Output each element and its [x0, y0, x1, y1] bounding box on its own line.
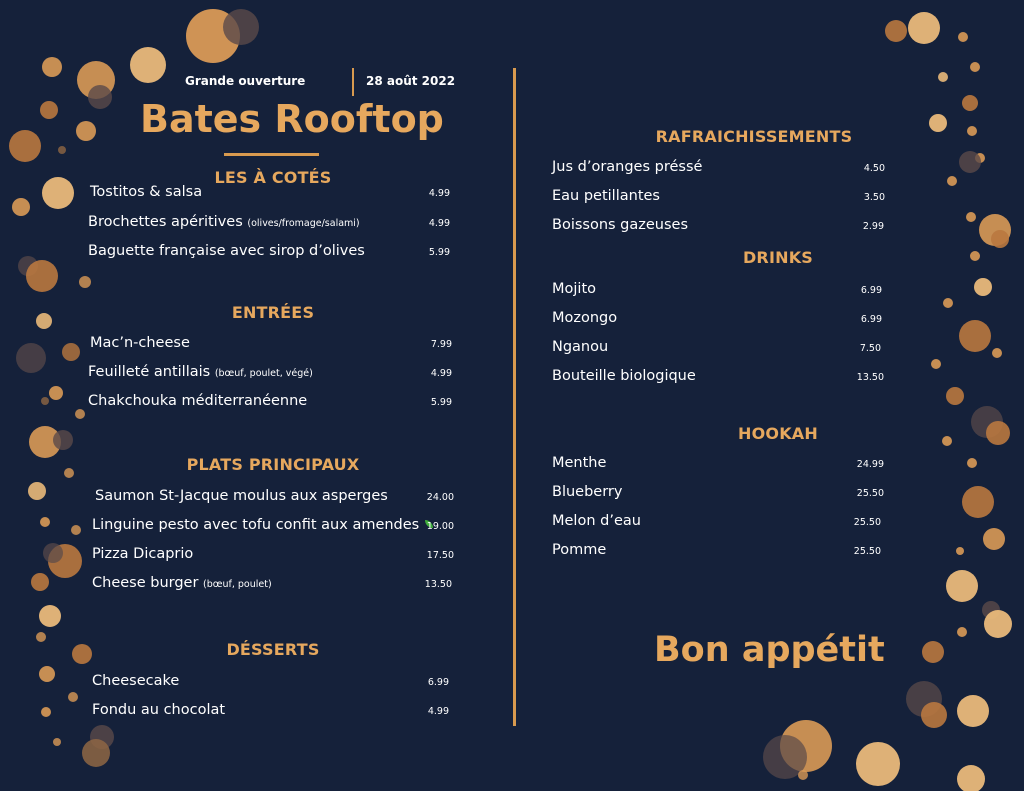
- menu-item-price: 19.00: [426, 521, 454, 532]
- section-title-drinks: DRINKS: [742, 248, 814, 267]
- bokeh-dot: [943, 298, 953, 308]
- bokeh-dot: [938, 72, 948, 82]
- menu-item-price: 4.99: [427, 706, 449, 717]
- bokeh-dot: [957, 765, 985, 791]
- menu-item: Baguette française avec sirop d’olives: [88, 243, 365, 259]
- bokeh-dot: [908, 12, 940, 44]
- bokeh-dot: [42, 57, 62, 77]
- menu-item: Melon d’eau: [552, 513, 641, 529]
- bokeh-dot: [959, 151, 981, 173]
- menu-item: Menthe: [552, 455, 607, 471]
- closing-message: Bon appétit: [654, 630, 885, 670]
- bokeh-dot: [885, 20, 907, 42]
- menu-item: Mac’n-cheese: [90, 335, 190, 351]
- bokeh-dot: [12, 198, 30, 216]
- bokeh-dot: [88, 85, 112, 109]
- bokeh-dot: [9, 130, 41, 162]
- menu-item: Mojito: [552, 281, 596, 297]
- menu-item-price: 2.99: [862, 221, 884, 232]
- menu-item: Jus d’oranges préssé: [552, 159, 703, 175]
- menu-item-price: 13.50: [856, 372, 884, 383]
- bokeh-dot: [931, 359, 941, 369]
- menu-item-price: 7.50: [859, 343, 881, 354]
- bokeh-dot: [43, 543, 63, 563]
- menu-item-price: 4.99: [428, 218, 450, 229]
- bokeh-dot: [974, 278, 992, 296]
- bokeh-dot: [856, 742, 900, 786]
- bokeh-dot: [970, 251, 980, 261]
- menu-item-price: 6.99: [860, 314, 882, 325]
- bokeh-dot: [942, 436, 952, 446]
- bokeh-dot: [75, 409, 85, 419]
- menu-item: Blueberry: [552, 484, 623, 500]
- bokeh-dot: [79, 276, 91, 288]
- bokeh-dot: [36, 313, 52, 329]
- bokeh-dot: [39, 666, 55, 682]
- title-underline: [224, 153, 319, 156]
- bokeh-dot: [68, 692, 78, 702]
- section-title-cotes: LES À COTÉS: [214, 168, 332, 187]
- menu-item: Pomme: [552, 542, 607, 558]
- bokeh-dot: [957, 695, 989, 727]
- menu-item-price: 24.00: [426, 492, 454, 503]
- bokeh-dot: [58, 146, 66, 154]
- bokeh-dot: [798, 770, 808, 780]
- section-title-plats: PLATS PRINCIPAUX: [186, 455, 360, 474]
- bokeh-dot: [983, 528, 1005, 550]
- bokeh-dot: [947, 176, 957, 186]
- menu-item: Tostitos & salsa: [90, 184, 203, 200]
- bokeh-dot: [986, 421, 1010, 445]
- menu-item: Nganou: [552, 339, 609, 355]
- menu-item: Mozongo: [552, 310, 618, 326]
- menu-item-price: 24.99: [856, 459, 884, 470]
- menu-item: Brochettes apéritives (olives/fromage/salami): [88, 214, 360, 230]
- bokeh-dot: [72, 644, 92, 664]
- bokeh-dot: [76, 121, 96, 141]
- menu-item-price: 6.99: [860, 285, 882, 296]
- bokeh-dot: [984, 610, 1012, 638]
- menu-item: Cheese burger (bœuf, poulet): [92, 575, 272, 591]
- bokeh-dot: [64, 468, 74, 478]
- menu-item: Fondu au chocolat: [92, 702, 226, 718]
- menu-item-price: 25.50: [856, 488, 884, 499]
- bokeh-dot: [967, 126, 977, 136]
- menu-item: Cheesecake: [92, 673, 180, 689]
- menu-item: Linguine pesto avec tofu confit aux amendes: [92, 517, 433, 533]
- menu-item-price: 4.99: [430, 368, 452, 379]
- menu-item: Saumon St-Jacque moulus aux asperges: [95, 488, 388, 504]
- bokeh-dot: [921, 702, 947, 728]
- bokeh-dot: [130, 47, 166, 83]
- menu-item: Feuilleté antillais (bœuf, poulet, végé): [88, 364, 313, 380]
- bokeh-dot: [962, 95, 978, 111]
- bokeh-dot: [962, 486, 994, 518]
- bokeh-dot: [922, 641, 944, 663]
- menu-item: Pizza Dicaprio: [92, 546, 194, 562]
- bokeh-dot: [40, 517, 50, 527]
- bokeh-dot: [53, 430, 73, 450]
- bokeh-dot: [970, 62, 980, 72]
- bokeh-dot: [16, 343, 46, 373]
- bokeh-dot: [28, 482, 46, 500]
- menu-item-price: 13.50: [424, 579, 452, 590]
- menu-item-price: 3.50: [863, 192, 885, 203]
- bokeh-dot: [42, 177, 74, 209]
- menu-item-price: 5.99: [430, 397, 452, 408]
- bokeh-dot: [929, 114, 947, 132]
- bokeh-dot: [39, 605, 61, 627]
- menu-item: Bouteille biologique: [552, 368, 696, 384]
- bokeh-dot: [991, 230, 1009, 248]
- bokeh-dot: [966, 212, 976, 222]
- column-divider: [513, 68, 516, 726]
- bokeh-dot: [992, 348, 1002, 358]
- menu-item-price: 6.99: [427, 677, 449, 688]
- menu-item: Chakchouka méditerranéenne: [88, 393, 308, 409]
- bokeh-dot: [62, 343, 80, 361]
- bokeh-dot: [71, 525, 81, 535]
- bokeh-dot: [40, 101, 58, 119]
- menu-item-price: 5.99: [428, 247, 450, 258]
- bokeh-dot: [946, 387, 964, 405]
- menu-item-price: 7.99: [430, 339, 452, 350]
- bokeh-dot: [967, 458, 977, 468]
- bokeh-dot: [31, 573, 49, 591]
- menu-item-price: 4.50: [863, 163, 885, 174]
- event-label: Grande ouverture: [185, 74, 306, 88]
- menu-item-price: 25.50: [853, 517, 881, 528]
- menu-item-price: 25.50: [853, 546, 881, 557]
- bokeh-dot: [82, 739, 110, 767]
- section-title-rafraichissements: RAFRAICHISSEMENTS: [655, 127, 853, 146]
- bokeh-dot: [26, 260, 58, 292]
- bokeh-dot: [946, 570, 978, 602]
- bokeh-dot: [959, 320, 991, 352]
- event-date: 28 août 2022: [366, 74, 456, 88]
- bokeh-dot: [223, 9, 259, 45]
- bokeh-dot: [957, 627, 967, 637]
- menu-item: Boissons gazeuses: [552, 217, 689, 233]
- bokeh-dot: [41, 397, 49, 405]
- section-title-desserts: DÉSSERTS: [226, 640, 320, 659]
- header-divider: [352, 68, 354, 96]
- bokeh-dot: [53, 738, 61, 746]
- menu-item: Eau petillantes: [552, 188, 660, 204]
- section-title-hookah: HOOKAH: [738, 424, 818, 443]
- bokeh-dot: [36, 632, 46, 642]
- bokeh-dot: [956, 547, 964, 555]
- bokeh-dot: [49, 386, 63, 400]
- section-title-entrees: ENTRÉES: [231, 303, 315, 322]
- bokeh-dot: [41, 707, 51, 717]
- menu-item-price: 4.99: [428, 188, 450, 199]
- bokeh-dot: [958, 32, 968, 42]
- menu-item-price: 17.50: [426, 550, 454, 561]
- page-title: Bates Rooftop: [140, 97, 444, 141]
